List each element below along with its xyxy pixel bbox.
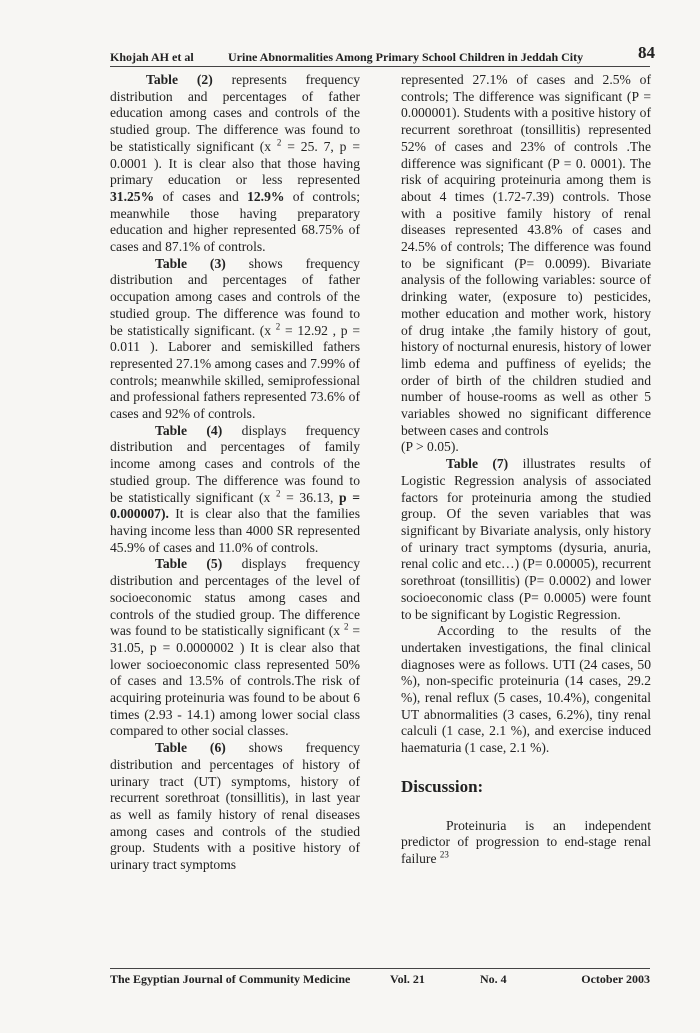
table-4-ref: Table (4) [155,422,223,438]
footer-volume: Vol. 21 [390,972,425,986]
header-rule [110,66,650,67]
paragraph-table-2: Table (2) represents frequency distribution and percentages of father education among cases and controls of the studied group. The difference was found to be statistically significant (x $^2$ = 25. 7, p = 0.0001 ). It is clear also that those having primary education or less represented 31.25% of cases and 12.9% of controls; meanwhile those having preparatory education and higher represented 68.75% of cases and 87.1% of controls. [110,72,361,255]
table-5-ref: Table (5) [155,556,223,572]
table-2-ref: Table (2) [146,72,213,87]
footer-number: No. 4 [480,972,507,986]
paragraph-diagnoses: According to the results of the undertaken investigations, the final clinical diagnoses were as follows. UTI (24 cases, 50 %), non-specific proteinuria (14 cases, 29.2 %), renal reflux (5 cases, 10.4%), congenital UT abnormalities (3 cases, 6.2%), tiny renal calculi (1 case, 2.1 %), and exercise induced haematuria (1 case, 2.1 %). [401,623,651,756]
paragraph-table-3: Table (3) shows frequency distribution and percentages of father occupation among cases and controls of the studied group. The difference was found to be statistically significant. (x $^2$ = 12.92 , p = 0.011 ). Laborer and semiskilled fathers represented 27.1% among cases and 7.99% of controls; meanwhile skilled, semiprofessional and professional fathers represented 73.6% of cases and 92% of controls. [110,255,360,422]
paragraph-table-6-continued: represented 27.1% of cases and 2.5% of controls; The difference was significant (P = 0.000001). Students with a positive history of recurrent sorethroat (tonsillitis) represented 52% of cases and 23% of controls .The difference was significant (P = 0. 0001). The risk of acquiring proteinuria among them is about 4 times (1.72-7.39) controls. Those with a positive family history of renal diseases represented 43.8% of cases and 24.5% of controls; The difference was found to be significant (P= 0.0099). Bivariate analysis of the following variables: source of drinking water, (exposure to) pesticides, mother education and mother work, history of drug intake ,the family history of gout, history of nocturnal enuresis, history of lower limb edema and puffiness of eyelids; the order of birth of the children studied and number of house-rooms as well as other 5 variables showed no significant difference between cases and controls [401,72,651,438]
paragraph-table-4: Table (4) displays frequency distribution and percentages of family income among cases and controls of the studied group. The difference was found to be statistically significant (x $^2$ = 36.13, p = 0.000007). It is clear also that the families having income less than 4000 SR represented 45.9% of cases and 11.0% of controls. [110,422,360,555]
table-3-ref: Table (3) [155,255,226,271]
table-6-ref: Table (6) [155,740,226,756]
footer-rule [110,968,650,969]
footer-date: October 2003 [581,972,650,986]
right-column [401,72,651,868]
paragraph-table-6: Table (6) shows frequency distribution and percentages of history of urinary tract (UT) symptoms, history of recurrent sorethroat (tonsillitis), in last year as well as family history of renal diseases among cases and controls of the studied group. Students with a positive history of urinary tract symptoms [110,740,360,873]
footer-journal: The Egyptian Journal of Community Medicine [110,972,351,986]
header-author: Khojah AH et al [110,50,194,64]
paragraph-table-5: Table (5) displays frequency distribution and percentages of the level of socioeconomic status among cases and controls of the studied group. The difference was found to be statistically significant (x $^2$ = 31.05, p = 0.0000002 ) It is clear also that lower socioeconomic class represented 50% of cases and 13.5% of controls.The risk of acquiring proteinuria was found to be about 6 times (2.93 - 14.1) among lower social class compared to other social classes. [110,556,360,739]
paragraph-table-7: Table (7) illustrates results of Logistic Regression analysis of associated factors for proteinuria among the studied group. Of the seven variables that was significant by Bivariate analysis, only history of urinary tract symptoms (dysuria, anuria, renal colic and etc…) (P= 0.00005), recurrent sorethroat (tonsillitis) (P= 0.0002) and lower socioeconomic class (P= 0.0005) were fount to be significant by Logistic Regression. [401,456,651,622]
page-number: 84 [638,43,655,62]
reference-superscript: 23 [439,849,449,860]
paragraph-p-value: (P > 0.05). [401,439,459,455]
header-running-title: Urine Abnormalities Among Primary School Children in Jeddah City [228,50,584,64]
running-header [110,44,655,68]
paragraph-discussion: Proteinuria is an independent predictor of progression to end-stage renal failure $^{23}$ [401,817,651,866]
table-7-ref: Table (7) [446,456,509,472]
running-footer [110,972,655,990]
left-column [110,72,360,874]
discussion-heading: Discussion: [401,776,484,796]
